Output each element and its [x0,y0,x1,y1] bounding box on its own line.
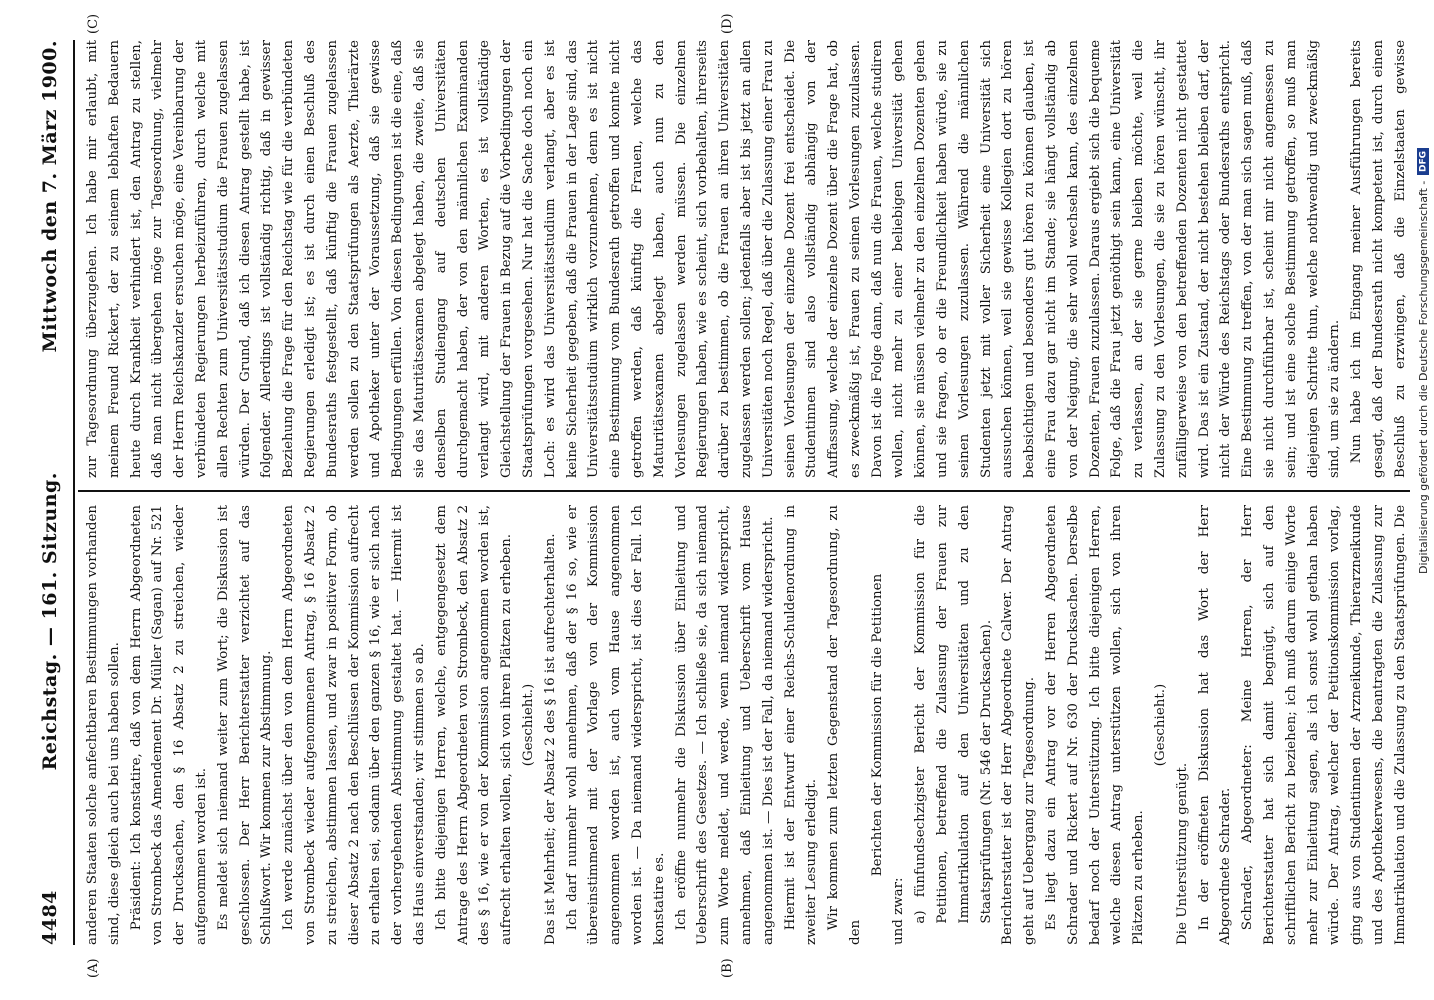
margin-letter-b: (B) [720,958,735,978]
header-rule [73,40,75,945]
paragraph: a) fünfundsechzigster Bericht der Kommission für die Petitionen, betreffend die Zulassung der Frauen zur Immatrikulation auf den Universitäten und zu den Staatsprüfungen (Nr. 546 der Drucksachen). [913,505,994,924]
paragraph: Die Unterstützung genügt. [1174,762,1190,945]
paragraph: Es meldet sich niemand weiter zum Wort; die Diskussion ist geschlossen. Der Herr Berichterstatter verzichtet auf das Schlußwort. Wir kommen zur Abstimmung. [215,505,275,945]
margin-letter-d: (D) [720,13,735,34]
page-header [32,40,68,945]
page-number: 4484 [39,890,61,945]
margin-letter-a: (A) [86,958,101,978]
paragraph: (Geschieht.) [520,683,536,767]
paragraph: Ich bitte diejenigen Herren, welche, entgegengesetzt dem Antrage des Herrn Abgeordneten von Strombeck, den Absatz 2 des § 16, wie er von der Kommission angenommen worden ist, aufrecht erhalten wollen, sich von ihren Plätzen zu erheben. [433,505,515,945]
column-divider [78,490,1410,492]
paragraph: Das ist Mehrheit; der Absatz 2 des § 16 ist aufrechterhalten. [542,533,558,945]
left-column [82,505,1410,945]
paragraph: Ich werde zunächst über den von dem Herrn Abgeordneten von Strombeck wieder aufgenommenen Antrag, § 16 Absatz 2 zu streichen, abstimmen lassen, und zwar in positiver Form, ob dieser Absatz 2 nach den Beschlüssen der Kommission aufrecht zu erhalten sei, sodann über den ganzen § 16, wie er sich nach der vorhergehenden Abstimmung gestaltet hat. — Hiermit ist das Haus einverstanden; wir stimmen so ab. [281,505,427,945]
paragraph: zur Tagesordnung überzugehen. Ich habe mir erlaubt, mit meinem Freund Rickert, der zu seinem lebhaften Bedauern heute durch Krankheit verhindert ist, den Antrag zu stellen, daß man nicht übergehen möge zur Tagesordnung, vielmehr der Herrn Reichskanzler ersuchen möge, eine Vereinbarung der verbündeten Regierungen herbeizuführen, durch welche mit allen Rechten zum Universitätsstudium die Frauen zugelassen würden. Der Grund, daß ich diesen Antrag gestellt habe, ist folgender. Allerdings ist vollständig richtig, daß in gewisser Beziehung die Frage für den Reichstag wie für die verbündeten Regierungen erledigt ist; es ist durch einen Beschluß des Bundesraths festgestellt, daß künftig die Frauen zugelassen werden sollen zu den Staatsprüfungen als Aerzte, Thierärzte und Apotheker unter der Voraussetzung, daß sie gewisse Bedingungen erfüllen. Von diesen Bedingungen ist die eine, daß sie das Maturitätsexamen abgelegt haben, die zweite, daß sie denselben Studiengang auf deutschen Universitäten durchgemacht haben, der von den männlichen Examinanden verlangt wird, mit anderen Worten, es ist vollständige Gleichstellung der Frauen in Bezug auf die Vorbedingungen der Staatsprüfungen vorgesehen. Nur hat die Sache doch noch ein Loch: es wird das Universitätsstudium verlangt, aber es ist keine Sicherheit gegeben, daß die Frauen in der Lage sind, das Universitätsstudium wirklich vorzunehmen, denn es ist nicht eine Bestimmung vom Bundesrath getroffen und konnte nicht getroffen werden, daß künftig die Frauen, welche das Maturitätsexamen abgelegt haben, auch nun zu den Vorlesungen zugelassen werden müssen. Die einzelnen Regierungen haben, wie es scheint, sich vorbehalten, ihrerseits darüber zu bestimmen, ob die Frauen an ihren Universitäten zugelassen werden sollen; jedenfalls aber ist bis jetzt an allen Universitäten noch Regel, daß über die Zulassung einer Frau zu seinen Vorlesungen der einzelne Dozent frei entscheidet. Die Studentinnen sind also vollständig abhängig von der Auffassung, welche der einzelne Dozent über die Frage hat, ob es zweckmäßig ist, Frauen zu seinen Vorlesungen zuzulassen. Davon ist die Folge dann, daß nun die Frauen, welche studiren wollen, nicht mehr zu einer beliebigen Universität gehen können, sie müssen vielmehr zu den einzelnen Dozenten gehen und sie fragen, ob er die Freundlichkeit haben würde, sie zu seinen Vorlesungen zuzulassen. Während die männlichen Studenten jetzt mit voller Sicherheit eine Universität sich aussuchen können, weil sie gewisse Kollegien dort zu hören beabsichtigen und besonders gut hören zu können glauben, ist eine Frau dazu gar nicht im Stande; sie hängt vollständig ab von der Neigung, die sehr wohl wechseln kann, des einzelnen Dozenten, Frauen zuzulassen. Daraus ergiebt sich die bequeme Folge, daß die Frau jetzt genöthigt sein kann, eine Universität zu verlassen, an der sie gerne bleiben möchte, weil die Zulassung zu den Vorlesungen, die sie zu hören wünscht, ihr zufälligerweise von den betreffenden Dozenten nicht gestattet wird. Das ist ein Zustand, der nicht bestehen bleiben darf, der nicht der Würde des Reichstags oder Bundesraths entspricht. Eine Bestimmung zu treffen, von der man sich sagen muß, daß sie nicht durchführbar ist, scheint mir nicht angemessen zu sein; und ist eine solche Bestimmung getroffen, so muß man diejenigen Schritte thun, welche nothwendig und zweckmäßig sind, um sie zu ändern. [85,40,1343,478]
dfg-logo: DFG [1418,148,1430,175]
right-column [82,40,1410,478]
header-session: Reichstag. — 161. Sitzung. [39,472,61,771]
paragraph: Wir kommen zum letzten Gegenstand der Tagesordnung, zu den [826,505,863,945]
paragraph: Es liegt dazu ein Antrag vor der Herren Abgeordneten Schrader und Rickert auf Nr. 630 der Drucksachen. Derselbe bedarf noch der Unterstützung. Ich bitte diejenigen Herren, welche diesen Antrag unterstützen wollen, sich von ihren Plätzen zu erheben. [1044,505,1147,945]
margin-letter-c: (C) [86,13,101,34]
paragraph: Berichterstatter ist der Herr Abgeordnete Calwer. Der Antrag geht auf Uebergang zur Tagesordnung. [1000,505,1038,945]
paragraph: anderen Staaten solche anfechtbaren Bestimmungen vorhanden sind, diese gleich auch bei uns haben sollen. [85,505,122,945]
paragraph: In der eröffneten Diskussion hat das Wort der Herr Abgeordnete Schrader. [1196,505,1234,945]
paragraph: (Geschieht.) [1153,683,1169,767]
paragraph: Berichten der Kommission für die Petitionen [869,573,885,877]
header-date: Mittwoch den 7. März 1900. [39,40,61,353]
digitization-footer [1417,14,1430,574]
paragraph: Präsident: Ich konstatire, daß von dem Herrn Abgeordneten von Strombeck das Amendement Dr. Müller (Sagan) auf Nr. 521 der Drucksachen, den § 16 Absatz 2 zu streichen, wieder aufgenommen worden ist. [128,505,209,945]
paragraph: Ich darf nunmehr wohl annehmen, daß der § 16 so, wie er übereinstimmend mit der Vorlage von der Kommission angenommen worden ist, auch vom Hause angenommen worden ist. — Da niemand widerspricht, ist dies der Fall. Ich konstatire es. [564,505,667,945]
paragraph: und zwar: [891,877,907,945]
paragraph: Hiermit ist der Entwurf einer Reichs-Schuldenordnung in zweiter Lesung erledigt. [782,505,820,945]
paragraph: Nun habe ich im Eingang meiner Ausführungen bereits gesagt, daß der Bundesrath nicht kompetent ist, durch einen Beschluß zu erzwingen, daß die Einzelstaaten gewisse [1349,40,1408,478]
paragraph: Ich eröffne nunmehr die Diskussion über Einleitung und Ueberschrift des Gesetzes. — Ich schließe sie, da sich niemand zum Worte meldet, und werde, wenn niemand widerspricht, annehmen, daß Einleitung und Ueberschrift vom Hause angenommen ist. — Dies ist der Fall, da niemand widerspricht. [673,505,776,945]
footer-credit: Digitalisierung gefördert durch die Deutsche Forschungsgemeinschaft - [1417,180,1430,574]
paragraph: Schrader, Abgeordneter: Meine Herren, der Herr Berichterstatter hat sich damit begnügt, sich auf den schriftlichen Bericht zu beziehen; ich muß darum einige Worte mehr zur Einleitung sagen, als ich sonst wohl gethan haben würde. Der Antrag, welcher der Petitionskommission vorlag, ging aus von Studentinnen der Arzneikunde, Thierarzneikunde und des Apothekerwesens, die beantragten die Zulassung zur Immatrikulation und die Zulassung zu den Staatsprüfungen. Die [1240,505,1408,945]
